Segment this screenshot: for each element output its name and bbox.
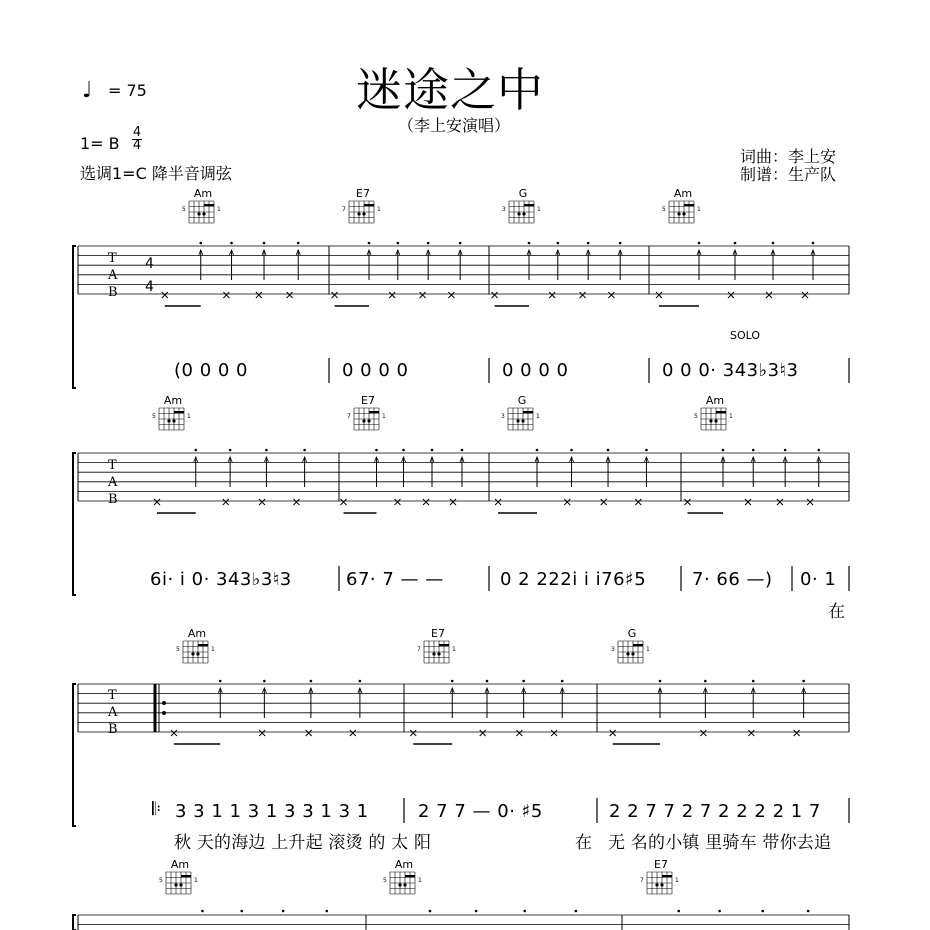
- grid-fret-label: 1: [382, 413, 386, 420]
- tempo-value: = 75: [108, 81, 147, 100]
- grid-fret-label: 7: [347, 413, 351, 420]
- chord-name: E7: [356, 187, 370, 200]
- jianpu-bar: 0 0 0 0: [502, 360, 569, 381]
- grid-fret-label: 1: [452, 646, 456, 653]
- jianpu-bar: 0 2 222i i i76♯5: [500, 569, 647, 590]
- jianpu-bar: 6i· i 0· 343♭3♮3: [150, 569, 292, 590]
- grid-fret-label: 7: [417, 646, 421, 653]
- grid-fret-label: 7: [640, 877, 644, 884]
- jianpu-bar: 2 7 7 — 0· ♯5: [418, 801, 543, 822]
- chord-name: G: [517, 394, 527, 407]
- grid-fret-label: 5: [694, 413, 698, 420]
- grid-fret-label: 5: [176, 646, 180, 653]
- tab-letter-b: B: [108, 492, 118, 507]
- chord-name: Am: [187, 627, 207, 640]
- grid-fret-label: 5: [159, 877, 163, 884]
- grid-fret-label: 1: [675, 877, 679, 884]
- jianpu-bar: 0 0 0 0: [342, 360, 409, 381]
- grid-fret-label: 1: [194, 877, 198, 884]
- jianpu-bar: 0 0 0· 343♭3♮3: [662, 360, 799, 381]
- tab-letter-b: B: [108, 722, 118, 737]
- tab-letter-t: T: [108, 458, 117, 473]
- grid-fret-label: 5: [383, 877, 387, 884]
- jianpu-bar: 67· 7 — —: [346, 569, 444, 590]
- jianpu-bar: (0 0 0 0: [174, 360, 248, 381]
- grid-fret-label: 1: [646, 646, 650, 653]
- grid-fret-label: 1: [211, 646, 215, 653]
- credits-tab: 制谱：生产队: [740, 165, 837, 184]
- jianpu-bar: 3 3 1 1 3 1 3 3 1 3 1: [175, 801, 369, 822]
- chord-name: E7: [654, 858, 668, 871]
- tab-letter-b: B: [108, 285, 118, 300]
- grid-fret-label: 5: [662, 206, 666, 213]
- grid-fret-label: 1: [536, 413, 540, 420]
- page-subtitle: （李上安演唱）: [398, 116, 511, 135]
- jianpu-bar: 7· 66 —): [692, 569, 773, 590]
- tab-letter-a: A: [108, 705, 118, 720]
- jianpu-bar: 2 2 7 7 2 7 2 2 2 2 1 7: [609, 801, 821, 822]
- grid-fret-label: 1: [729, 413, 733, 420]
- grid-fret-label: 5: [182, 206, 186, 213]
- tab-letter-t: T: [108, 688, 117, 703]
- grid-fret-label: 1: [418, 877, 422, 884]
- time-top: 4: [132, 125, 142, 140]
- grid-fret-label: 1: [217, 206, 221, 213]
- chord-name: Am: [705, 394, 725, 407]
- grid-fret-label: 7: [342, 206, 346, 213]
- repeat-start-sign: 𝄆: [152, 799, 161, 820]
- chord-name: G: [627, 627, 637, 640]
- grid-fret-label: 1: [377, 206, 381, 213]
- time-bottom: 4: [132, 138, 142, 153]
- chord-name: Am: [673, 187, 693, 200]
- grid-fret-label: 3: [501, 413, 505, 420]
- tab-letter-a: A: [108, 475, 118, 490]
- grid-fret-label: 1: [697, 206, 701, 213]
- tab-time-bottom: 4: [145, 279, 154, 295]
- chord-name: E7: [361, 394, 375, 407]
- tab-time-top: 4: [145, 256, 154, 272]
- lyric-line: 在: [575, 833, 593, 853]
- chord-name: Am: [394, 858, 414, 871]
- jianpu-bar: 0· 1: [800, 569, 837, 590]
- grid-fret-label: 1: [187, 413, 191, 420]
- chord-name: G: [518, 187, 528, 200]
- tab-letter-a: A: [108, 268, 118, 283]
- grid-fret-label: 1: [537, 206, 541, 213]
- grid-fret-label: 3: [502, 206, 506, 213]
- chord-name: Am: [193, 187, 213, 200]
- key-signature: 1= B: [80, 134, 120, 153]
- lyric-line: 秋 天的海边 上升起 滚烫 的 太 阳: [174, 833, 432, 853]
- solo-label: SOLO: [730, 329, 761, 342]
- capo-tuning: 选调1=C 降半音调弦: [80, 164, 232, 183]
- grid-fret-label: 3: [611, 646, 615, 653]
- lyric-line: 无 名的小镇 里骑车 带你去追: [608, 833, 832, 853]
- tab-letter-t: T: [108, 251, 117, 266]
- quarter-note-icon: ♩: [82, 78, 93, 103]
- chord-name: Am: [163, 394, 183, 407]
- chord-name: Am: [170, 858, 190, 871]
- chord-name: E7: [431, 627, 445, 640]
- page-title: 迷途之中: [356, 63, 544, 117]
- lyric-line: 在: [828, 602, 846, 622]
- grid-fret-label: 5: [152, 413, 156, 420]
- credits-lyrics: 词曲：李上安: [740, 147, 837, 166]
